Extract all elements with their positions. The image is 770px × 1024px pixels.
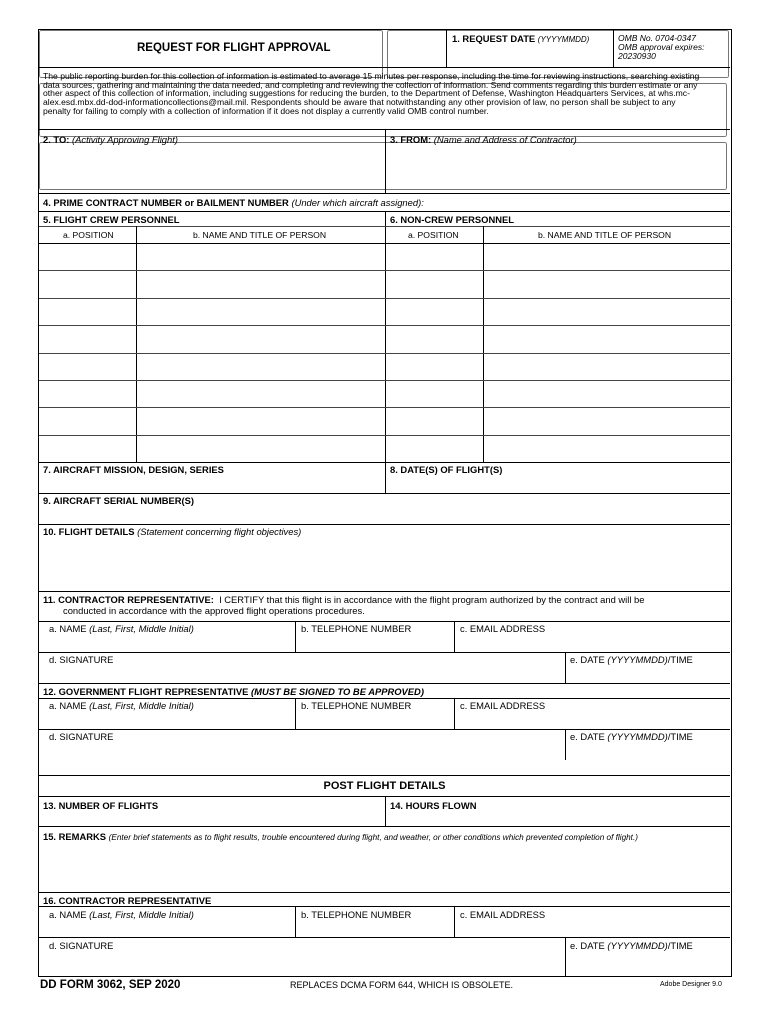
burden-statement: The public reporting burden for this collection of information is estimated to average 15 minutes per response, including the time for reviewing instructions, searching existing data sources, gathering and maintaining the data needed, and completing and reviewing the collection of information. Send comments regarding this burden estimate or any other aspect of this collection of information, including suggestions for reducing the burden, to the Department of Defense, Washington Headquarters Services, at whs.mc- alex.esd.mbx.dd-dod-informationcollections@mail.mil. Respondents should be aware that notwithstanding any other provision of law, no person shall be subject to any penalty for failing to comply with a collection of information if it does not display a currently valid OMB control number.	[43, 71, 700, 116]
gov-phone-field[interactable]	[301, 713, 451, 726]
crew-name-cell[interactable]	[139, 383, 382, 404]
crew-name-cell[interactable]	[139, 356, 382, 377]
serial-number-label: 9. AIRCRAFT SERIAL NUMBER(S)	[43, 495, 195, 506]
flight-approval-form	[38, 29, 732, 977]
table-row-divider	[39, 435, 730, 436]
noncrew-label: 6. NON-CREW PERSONNEL	[390, 214, 514, 225]
gov-email-label: c. EMAIL ADDRESS	[460, 700, 546, 711]
contractor-signature-field[interactable]	[49, 666, 559, 680]
flight-dates-label: 8. DATE(S) OF FLIGHT(S)	[390, 464, 503, 475]
post-phone-field[interactable]	[301, 921, 451, 934]
noncrew-name-header: b. NAME AND TITLE OF PERSON	[538, 230, 672, 240]
aircraft-mds-field[interactable]	[43, 477, 381, 490]
crew-position-cell[interactable]	[41, 438, 134, 459]
request-date-label: 1. REQUEST DATE (YYYYMMDD)	[452, 33, 590, 44]
divider	[454, 621, 455, 652]
table-row-divider	[39, 380, 730, 381]
noncrew-name-cell[interactable]	[486, 273, 727, 294]
gov-rep-label: 12. GOVERNMENT FLIGHT REPRESENTATIVE (MUST BE SIGNED TO BE APPROVED)	[43, 686, 424, 697]
divider	[565, 937, 566, 976]
divider	[39, 524, 730, 525]
serial-number-field[interactable]	[43, 508, 725, 521]
crew-position-cell[interactable]	[41, 301, 134, 322]
hours-flown-field[interactable]	[509, 811, 725, 823]
divider	[385, 129, 386, 193]
noncrew-position-cell[interactable]	[388, 356, 480, 377]
hours-flown-label: 14. HOURS FLOWN	[390, 800, 477, 811]
num-flights-label: 13. NUMBER OF FLIGHTS	[43, 800, 159, 811]
flight-dates-field[interactable]	[390, 477, 726, 490]
divider	[39, 652, 730, 653]
flight-details-label: 10. FLIGHT DETAILS (Statement concerning flight objectives)	[43, 526, 302, 537]
divider	[39, 729, 730, 730]
noncrew-position-cell[interactable]	[388, 301, 480, 322]
divider	[39, 193, 730, 194]
sig-date-label: e. DATE (YYYYMMDD)/TIME	[570, 654, 693, 665]
table-row-divider	[39, 270, 730, 271]
post-email-field[interactable]	[460, 921, 726, 934]
divider	[385, 211, 386, 462]
divider	[613, 30, 614, 67]
num-flights-field[interactable]	[179, 811, 379, 823]
crew-name-cell[interactable]	[139, 301, 382, 322]
contractor-cert-text: conducted in accordance with the approved flight operations procedures.	[63, 605, 365, 616]
divider	[565, 729, 566, 760]
divider	[136, 226, 137, 462]
sig-phone-label: b. TELEPHONE NUMBER	[301, 623, 412, 634]
remarks-label: 15. REMARKS (Enter brief statements as to flight results, trouble encountered during flight, and weather, or other conditions which prevented completion of flight.)	[43, 831, 638, 842]
divider	[454, 906, 455, 937]
noncrew-position-header: a. POSITION	[408, 230, 459, 240]
divider	[39, 683, 730, 684]
to-label: 2. TO: (Activity Approving Flight)	[43, 134, 178, 145]
request-date-field[interactable]	[451, 47, 609, 63]
noncrew-name-cell[interactable]	[486, 356, 727, 377]
divider	[295, 698, 296, 729]
divider	[295, 906, 296, 937]
post-flight-heading: POST FLIGHT DETAILS	[323, 780, 446, 792]
post-signature-label: d. SIGNATURE	[49, 940, 114, 951]
noncrew-position-cell[interactable]	[388, 273, 480, 294]
divider	[39, 826, 730, 827]
gov-phone-label: b. TELEPHONE NUMBER	[301, 700, 412, 711]
noncrew-position-cell[interactable]	[388, 410, 480, 431]
divider	[39, 698, 730, 699]
noncrew-position-cell[interactable]	[388, 328, 480, 349]
post-date-field[interactable]	[570, 955, 725, 969]
crew-name-header: b. NAME AND TITLE OF PERSON	[193, 230, 327, 240]
prime-contract-field[interactable]	[469, 196, 725, 208]
gov-date-label: e. DATE (YYYYMMDD)/TIME	[570, 731, 693, 742]
divider	[454, 698, 455, 729]
designer-note: Adobe Designer 9.0	[660, 981, 722, 988]
sig-signature-label: d. SIGNATURE	[49, 654, 114, 665]
divider	[39, 775, 730, 776]
crew-position-header: a. POSITION	[63, 230, 114, 240]
table-row-divider	[39, 298, 730, 299]
noncrew-name-cell[interactable]	[486, 438, 727, 459]
divider	[39, 67, 730, 68]
table-row-divider	[39, 325, 730, 326]
crew-position-cell[interactable]	[41, 273, 134, 294]
noncrew-name-cell[interactable]	[486, 383, 727, 404]
post-name-field[interactable]	[49, 921, 291, 934]
form-number: DD FORM 3062, SEP 2020	[40, 979, 181, 991]
contractor-rep-2-label: 16. CONTRACTOR REPRESENTATIVE	[43, 895, 212, 906]
crew-position-cell[interactable]	[41, 246, 134, 267]
divider	[39, 621, 730, 622]
contractor-name-field[interactable]	[49, 636, 291, 649]
crew-name-cell[interactable]	[139, 410, 382, 431]
divider	[39, 591, 730, 592]
noncrew-name-cell[interactable]	[486, 328, 727, 349]
crew-name-cell[interactable]	[139, 246, 382, 267]
post-email-label: c. EMAIL ADDRESS	[460, 909, 546, 920]
sig-name-label: a. NAME (Last, First, Middle Initial)	[49, 623, 194, 634]
remarks-field[interactable]	[39, 142, 727, 190]
replaces-note: REPLACES DCMA FORM 644, WHICH IS OBSOLETE.	[290, 980, 514, 990]
omb-number: OMB No. 0704-0347 OMB approval expires: 20230930	[618, 33, 705, 61]
gov-name-label: a. NAME (Last, First, Middle Initial)	[49, 700, 194, 711]
noncrew-position-cell[interactable]	[388, 438, 480, 459]
post-signature-field[interactable]	[49, 953, 559, 971]
crew-position-cell[interactable]	[41, 328, 134, 349]
gov-date-field[interactable]	[570, 744, 725, 757]
crew-name-cell[interactable]	[139, 273, 382, 294]
crew-name-cell[interactable]	[139, 328, 382, 349]
crew-position-cell[interactable]	[41, 383, 134, 404]
divider	[483, 226, 484, 462]
gov-email-field[interactable]	[460, 713, 726, 726]
post-date-label: e. DATE (YYYYMMDD)/TIME	[570, 940, 693, 951]
divider	[39, 937, 730, 938]
crew-position-cell[interactable]	[41, 410, 134, 431]
noncrew-position-cell[interactable]	[388, 246, 480, 267]
post-phone-label: b. TELEPHONE NUMBER	[301, 909, 412, 920]
post-name-label: a. NAME (Last, First, Middle Initial)	[49, 909, 194, 920]
divider	[295, 621, 296, 652]
divider	[39, 226, 730, 227]
crew-name-cell[interactable]	[139, 438, 382, 459]
contractor-rep-label: 11. CONTRACTOR REPRESENTATIVE: I CERTIFY that this flight is in accordance with the flight program authorized by the contract and will be	[43, 594, 645, 605]
noncrew-name-cell[interactable]	[486, 301, 727, 322]
divider	[39, 892, 730, 893]
gov-signature-label: d. SIGNATURE	[49, 731, 114, 742]
table-row-divider	[39, 407, 730, 408]
table-row-divider	[39, 353, 730, 354]
divider	[39, 906, 730, 907]
contractor-email-field[interactable]	[460, 636, 726, 649]
divider	[565, 652, 566, 683]
divider	[385, 796, 386, 826]
divider	[39, 243, 730, 244]
noncrew-name-cell[interactable]	[486, 246, 727, 267]
divider	[446, 30, 447, 67]
noncrew-name-cell[interactable]	[486, 410, 727, 431]
crew-label: 5. FLIGHT CREW PERSONNEL	[43, 214, 180, 225]
crew-position-cell[interactable]	[41, 356, 134, 377]
prime-contract-label: 4. PRIME CONTRACT NUMBER or BAILMENT NUMBER (Under which aircraft assigned):	[43, 197, 424, 208]
contractor-date-field[interactable]	[570, 667, 725, 680]
aircraft-mds-label: 7. AIRCRAFT MISSION, DESIGN, SERIES	[43, 464, 224, 475]
form-title: REQUEST FOR FLIGHT APPROVAL	[137, 42, 331, 54]
divider	[385, 462, 386, 493]
contractor-phone-field[interactable]	[301, 636, 451, 649]
gov-name-field[interactable]	[49, 713, 291, 726]
divider	[39, 493, 730, 494]
from-label: 3. FROM: (Name and Address of Contractor)	[390, 134, 577, 145]
gov-signature-field[interactable]	[49, 743, 559, 757]
sig-email-label: c. EMAIL ADDRESS	[460, 623, 546, 634]
noncrew-position-cell[interactable]	[388, 383, 480, 404]
